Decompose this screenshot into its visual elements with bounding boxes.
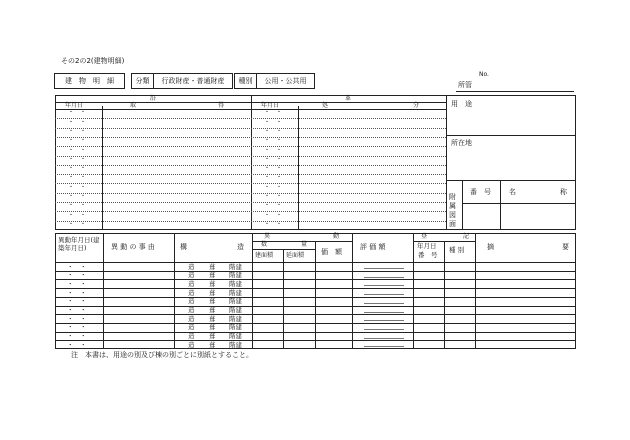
change-row-structure-3: 階建 bbox=[229, 332, 242, 341]
change-row-structure-1: 造 bbox=[188, 297, 195, 306]
history-row-date-left: ・ ・ bbox=[68, 137, 87, 145]
history-row-date-right: ・ ・ bbox=[264, 202, 283, 210]
history-row-line bbox=[55, 221, 446, 222]
change-row-eval-underline bbox=[364, 329, 404, 330]
history-row-date-right: ・ ・ bbox=[264, 127, 283, 135]
history-row-date-left: ・ ・ bbox=[68, 220, 87, 228]
change-col-change-b: 動 bbox=[333, 233, 340, 240]
history-row-line bbox=[55, 146, 446, 147]
change-row-structure-2: 葺 bbox=[209, 288, 216, 297]
type-value: 公用・公共用 bbox=[264, 77, 307, 85]
category-label: 分類 bbox=[135, 77, 150, 85]
change-col-eval: 評 価 額 bbox=[360, 243, 386, 251]
type-label-cell bbox=[234, 73, 257, 89]
history-row-date-right: ・ ・ bbox=[264, 183, 283, 191]
history-row-line bbox=[55, 211, 446, 212]
location-divider bbox=[446, 180, 576, 181]
history-row-date-left: ・ ・ bbox=[68, 146, 87, 154]
history-row-date-right: ・ ・ bbox=[264, 109, 283, 117]
use-label: 用 途 bbox=[451, 100, 472, 108]
history-row-line bbox=[55, 165, 446, 166]
history-row-date-right: ・ ・ bbox=[264, 118, 283, 126]
change-row-line bbox=[55, 332, 576, 333]
change-row-structure-2: 葺 bbox=[209, 297, 216, 306]
change-col-reg-no: 番 号 bbox=[418, 251, 438, 259]
change-row-structure-1: 造 bbox=[188, 271, 195, 280]
change-row-structure-1: 造 bbox=[188, 332, 195, 341]
history-row-line bbox=[55, 174, 446, 175]
history-row-date-right: ・ ・ bbox=[264, 220, 283, 228]
change-row-eval-underline bbox=[364, 320, 404, 321]
change-row-date: ・ ・ bbox=[67, 279, 87, 288]
office-underline bbox=[456, 91, 574, 92]
history-row-line bbox=[55, 202, 446, 203]
history-row-date-left: ・ ・ bbox=[68, 174, 87, 182]
change-row-eval-underline bbox=[364, 338, 404, 339]
change-row-line bbox=[55, 323, 576, 324]
change-col-qty-a: 数 bbox=[261, 241, 268, 248]
change-row-structure-3: 階建 bbox=[229, 340, 242, 349]
change-row-structure-3: 階建 bbox=[229, 297, 242, 306]
attached-label: 附属図面 bbox=[449, 193, 456, 228]
change-row-structure-3: 階建 bbox=[229, 314, 242, 323]
history-header-row-line bbox=[55, 109, 446, 110]
change-row-structure-2: 葺 bbox=[209, 314, 216, 323]
change-row-structure-1: 造 bbox=[188, 262, 195, 271]
history-title-row-line bbox=[55, 102, 446, 103]
history-row-date-right: ・ ・ bbox=[264, 165, 283, 173]
history-row-date-left: ・ ・ bbox=[68, 109, 87, 117]
change-col-structure-b: 造 bbox=[237, 243, 244, 251]
use-divider bbox=[446, 135, 576, 136]
change-row-date: ・ ・ bbox=[67, 271, 87, 280]
change-row-structure-2: 葺 bbox=[209, 262, 216, 271]
change-row-structure-1: 造 bbox=[188, 279, 195, 288]
change-row-structure-2: 葺 bbox=[209, 306, 216, 314]
attached-divider bbox=[462, 180, 463, 230]
history-col-date: 年月日 bbox=[65, 102, 84, 109]
category-value-cell bbox=[153, 73, 233, 89]
history-side-divider bbox=[446, 95, 447, 230]
history-row-date-left: ・ ・ bbox=[68, 183, 87, 191]
history-col-acquire-b: 得 bbox=[218, 102, 225, 109]
footer-note: 注 本書は、用途の別及び棟の別ごとに別紙とすること。 bbox=[71, 351, 253, 359]
location-label: 所在地 bbox=[451, 139, 472, 147]
history-row-date-left: ・ ・ bbox=[68, 127, 87, 135]
history-row-date-right: ・ ・ bbox=[264, 155, 283, 163]
change-col-floor: 建面積 bbox=[255, 252, 274, 259]
change-col-total: 延面積 bbox=[286, 252, 305, 259]
change-row-date: ・ ・ bbox=[67, 340, 87, 349]
category-value: 行政財産・普通財産 bbox=[161, 77, 225, 85]
change-subheader-line-3 bbox=[252, 249, 315, 250]
history-row-date-left: ・ ・ bbox=[68, 165, 87, 173]
type-label: 種別 bbox=[238, 77, 253, 85]
change-col-reg-a: 登 bbox=[421, 233, 428, 240]
history-row-line bbox=[55, 137, 446, 138]
change-col-date: 異動年月日(建築年月日) bbox=[58, 236, 100, 252]
history-row-line bbox=[55, 118, 446, 119]
change-header-bottom bbox=[55, 262, 576, 263]
category-label-cell bbox=[131, 73, 154, 89]
attached-number-label: 番 号 bbox=[470, 188, 491, 196]
change-row-line bbox=[55, 297, 576, 298]
attached-col-divider bbox=[500, 180, 501, 230]
history-table bbox=[55, 95, 576, 230]
attached-name-b: 称 bbox=[560, 188, 567, 196]
attached-name-a: 名 bbox=[509, 188, 516, 196]
change-col-note-b: 要 bbox=[562, 243, 569, 251]
history-col-acquire-a: 取 bbox=[130, 102, 137, 109]
change-row-structure-3: 階建 bbox=[229, 306, 242, 314]
change-row-eval-underline bbox=[364, 346, 404, 347]
change-col-qty-b: 量 bbox=[301, 241, 308, 248]
change-row-line bbox=[55, 314, 576, 315]
change-row-date: ・ ・ bbox=[67, 314, 87, 323]
change-row-date: ・ ・ bbox=[67, 323, 87, 332]
change-row-line bbox=[55, 306, 576, 307]
change-row-structure-3: 階建 bbox=[229, 271, 242, 280]
building-label: 建 物 明 細 bbox=[65, 77, 114, 85]
change-row-line bbox=[55, 340, 576, 341]
change-col-structure-a: 構 bbox=[180, 243, 187, 251]
change-row-eval-underline bbox=[364, 277, 404, 278]
change-row-structure-3: 階建 bbox=[229, 323, 242, 332]
change-row-structure-1: 造 bbox=[188, 323, 195, 332]
change-row-date: ・ ・ bbox=[67, 332, 87, 341]
change-row-structure-3: 階建 bbox=[229, 279, 242, 288]
history-row-date-left: ・ ・ bbox=[68, 202, 87, 210]
change-col-reg-kind: 種 別 bbox=[449, 246, 465, 254]
history-col-date2: 年月日 bbox=[261, 102, 280, 109]
change-col-reg-date: 年月日 bbox=[417, 242, 437, 250]
change-row-structure-1: 造 bbox=[188, 288, 195, 297]
change-row-date: ・ ・ bbox=[67, 297, 87, 306]
change-row-line bbox=[55, 288, 576, 289]
history-row-date-right: ・ ・ bbox=[264, 174, 283, 182]
number-label: No. bbox=[479, 71, 489, 78]
history-row-line bbox=[55, 183, 446, 184]
change-col-reason: 異 動 の 事 由 bbox=[111, 243, 155, 251]
history-row-line bbox=[55, 156, 446, 157]
history-row-line bbox=[55, 128, 446, 129]
history-row-date-right: ・ ・ bbox=[264, 193, 283, 200]
history-center-divider bbox=[251, 95, 252, 230]
history-row-date-right: ・ ・ bbox=[264, 146, 283, 154]
change-row-eval-underline bbox=[364, 312, 404, 313]
history-row-date-left: ・ ・ bbox=[68, 193, 87, 200]
history-col-dispose-b: 分 bbox=[413, 102, 420, 109]
change-row-line bbox=[55, 271, 576, 272]
change-col-note-a: 摘 bbox=[487, 243, 494, 251]
change-row-date: ・ ・ bbox=[67, 262, 87, 271]
change-row-structure-1: 造 bbox=[188, 340, 195, 349]
type-value-cell bbox=[256, 73, 315, 89]
history-row-date-left: ・ ・ bbox=[68, 118, 87, 126]
change-row-date: ・ ・ bbox=[67, 306, 87, 314]
change-row-eval-underline bbox=[364, 294, 404, 295]
change-row-structure-1: 造 bbox=[188, 306, 195, 314]
change-row-structure-2: 葺 bbox=[209, 332, 216, 341]
change-row-structure-2: 葺 bbox=[209, 271, 216, 280]
change-col-reg-b: 記 bbox=[463, 233, 470, 240]
change-col-price: 価 額 bbox=[321, 248, 342, 256]
history-title-left: 沿 bbox=[150, 95, 157, 102]
change-row-eval-underline bbox=[364, 268, 404, 269]
history-title-right: 革 bbox=[345, 95, 352, 102]
history-row-date-left: ・ ・ bbox=[68, 155, 87, 163]
history-col-dispose-a: 処 bbox=[322, 102, 329, 109]
history-row-date-right: ・ ・ bbox=[264, 137, 283, 145]
change-col-line-8 bbox=[444, 241, 445, 349]
change-row-line bbox=[55, 279, 576, 280]
change-col-line-5 bbox=[315, 241, 316, 349]
change-col-change-a: 異 bbox=[264, 233, 271, 240]
change-row-structure-3: 階建 bbox=[229, 288, 242, 297]
attached-header-line bbox=[462, 203, 576, 204]
change-row-structure-2: 葺 bbox=[209, 340, 216, 349]
change-row-structure-2: 葺 bbox=[209, 279, 216, 288]
change-row-structure-2: 葺 bbox=[209, 323, 216, 332]
change-row-structure-3: 階建 bbox=[229, 262, 242, 271]
building-label-cell bbox=[54, 73, 125, 89]
change-row-eval-underline bbox=[364, 285, 404, 286]
change-col-line-4 bbox=[283, 249, 284, 349]
change-row-eval-underline bbox=[364, 303, 404, 304]
history-row-line bbox=[55, 193, 446, 194]
history-row-date-left: ・ ・ bbox=[68, 211, 87, 219]
form-subtitle: その2の2(建物明細) bbox=[61, 57, 125, 65]
history-row-date-right: ・ ・ bbox=[264, 211, 283, 219]
change-row-date: ・ ・ bbox=[67, 288, 87, 297]
office-label: 所管 bbox=[458, 81, 472, 89]
change-row-structure-1: 造 bbox=[188, 314, 195, 323]
